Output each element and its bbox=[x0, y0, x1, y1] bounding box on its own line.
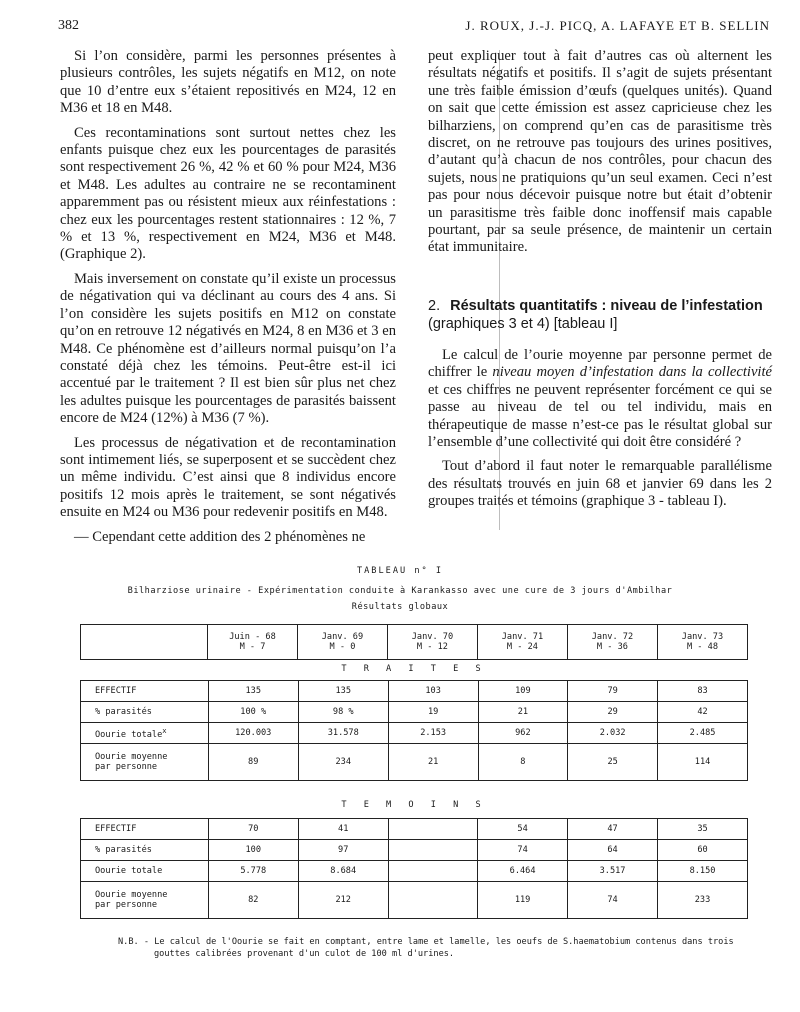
table-cell: 98 % bbox=[298, 702, 388, 723]
footnote-line: N.B. - Le calcul de l'Oourie se fait en comptant, entre lame et lamelle, les oeufs de S.haematobium contenus dans trois bbox=[118, 937, 734, 947]
table-cell bbox=[388, 819, 477, 840]
row-label: Oourie totale bbox=[81, 861, 209, 882]
table-footnote bbox=[118, 936, 768, 960]
table-cell: 103 bbox=[388, 681, 478, 702]
table-cell: 234 bbox=[298, 744, 388, 781]
table-cell: 83 bbox=[658, 681, 748, 702]
table-cell: 31.578 bbox=[298, 723, 388, 744]
table-cell: 233 bbox=[658, 882, 748, 919]
table-cell: 2.485 bbox=[658, 723, 748, 744]
table-row bbox=[81, 723, 748, 744]
table-cell: 114 bbox=[658, 744, 748, 781]
table-cell bbox=[388, 840, 477, 861]
table-cell: 8.150 bbox=[658, 861, 748, 882]
table-title: TABLEAU n° I bbox=[356, 566, 444, 576]
table-row bbox=[81, 882, 748, 919]
table-cell: 89 bbox=[208, 744, 298, 781]
running-header-authors: J. ROUX, J.-J. PICQ, A. LAFAYE ET B. SELLIN bbox=[465, 18, 770, 33]
paragraph: Ces recontaminations sont surtout nettes chez les enfants puisque chez eux les pourcentages de parasités sont respectivement 26 %, 42 % et 60 % pour M24, M36 et M48. Les adultes au contraire ne se recontaminent apparemment pas ou résistent mieux aux réinfestations : chez eux les pourcentages restent stationnaires : 12 %, 7 % et 13 %, respectivement en M24, M36 et M48. (Graphique 2). bbox=[60, 124, 396, 263]
paragraph: Mais inversement on constate qu’il existe un processus de négativation qui va déclinant au cours des 4 ans. Si l’on considère les sujets positifs en M12 on constate qu’on en retrouve 12 négativés en M24, 8 en M36 et 3 en M48. Ce phénomène est d’ailleurs normal puisqu’on l’a constaté déjà chez les témoins. Peut-être est-il ici accentué par le traitement ? Il est bien sûr plus net chez les adultes puisque les pourcentages de parasités baissent encore de M24 (12%) à M36 (7 %). bbox=[60, 270, 396, 427]
paragraph bbox=[428, 347, 772, 451]
section-number: 2. bbox=[428, 297, 441, 314]
row-label: EFFECTIF bbox=[81, 681, 209, 702]
group-label-traites: T R A I T E S bbox=[341, 664, 487, 674]
table-cell: 29 bbox=[568, 702, 658, 723]
table-cell: 35 bbox=[658, 819, 748, 840]
table-cell: 74 bbox=[568, 882, 658, 919]
column-header: Janv. 72 M - 36 bbox=[567, 625, 657, 660]
table-cell: 21 bbox=[388, 744, 478, 781]
table-cell: 212 bbox=[298, 882, 388, 919]
table-cell: 54 bbox=[478, 819, 568, 840]
row-label: Oourie moyenne par personne bbox=[81, 882, 209, 919]
table-cell: 135 bbox=[208, 681, 298, 702]
paragraph: — Cependant cette addition des 2 phénomènes ne bbox=[74, 528, 366, 545]
table-subtitle-2: Résultats globaux bbox=[351, 602, 449, 612]
table-cell: 8.684 bbox=[298, 861, 388, 882]
table-row bbox=[81, 819, 748, 840]
table-cell: 60 bbox=[658, 840, 748, 861]
column-header: Janv. 70 M - 12 bbox=[387, 625, 477, 660]
table-cell: 109 bbox=[478, 681, 568, 702]
table-cell: 47 bbox=[568, 819, 658, 840]
row-label: % parasités bbox=[81, 702, 209, 723]
column-header: Janv. 73 M - 48 bbox=[657, 625, 747, 660]
row-label: EFFECTIF bbox=[81, 819, 209, 840]
table-cell: 79 bbox=[568, 681, 658, 702]
table-cell: 8 bbox=[478, 744, 568, 781]
row-label: Oourie totale$^x$ bbox=[81, 723, 209, 744]
group-label-temoins: T E M O I N S bbox=[341, 800, 487, 810]
table-row bbox=[81, 744, 748, 781]
table-cell: 3.517 bbox=[568, 861, 658, 882]
table-cell: 82 bbox=[208, 882, 298, 919]
paragraph: Si l’on considère, parmi les personnes présentes à plusieurs contrôles, les sujets négatifs en M12, on note que 10 d’entre eux s’étaient repositivés en M24, 12 en M36 et 18 en M48. bbox=[60, 48, 396, 117]
table-cell: 962 bbox=[478, 723, 568, 744]
paragraph: Tout d’abord il faut noter le remarquable parallélisme des résultats trouvés en juin 68 et janvier 69 dans les 2 groupes traités et témoins (graphique 3 - tableau I). bbox=[428, 458, 772, 510]
section-heading bbox=[428, 297, 772, 333]
row-label: % parasités bbox=[81, 840, 209, 861]
table-cell: 100 % bbox=[208, 702, 298, 723]
table-cell: 97 bbox=[298, 840, 388, 861]
table-traites bbox=[80, 680, 748, 781]
right-column bbox=[428, 48, 772, 518]
table-row bbox=[81, 702, 748, 723]
table-cell: 19 bbox=[388, 702, 478, 723]
table-cell: 6.464 bbox=[478, 861, 568, 882]
paragraph: peut expliquer tout à fait d’autres cas où alternent les résultats négatifs et positifs. Il s’agit de sujets présentant une très faible émission d’œufs (quelques unités). Quand on sait que cette émission est assez capricieuse chez les bilharziens, on comprend qu’en cas de parasitisme très discret, on ne retrouve pas toujours des urines positives, d’autant qu’à chacun de nos contrôles, pour chacun des sujets, nous ne pratiquions qu’un seul examen. Ceci n’est pas pour nous décevoir puisque notre but était d’obtenir un parasitisme très faible donc inoffensif mais capable pourtant, par sa seule présence, de maintenir un certain état immunitaire. bbox=[428, 48, 772, 256]
table-cell bbox=[388, 882, 477, 919]
table-cell: 41 bbox=[298, 819, 388, 840]
table-cell: 2.032 bbox=[568, 723, 658, 744]
paragraph: Les processus de négativation et de recontamination sont intimement liés, se superposent et se succèdent chez un même individu. C’est ainsi que 8 individus encore positifs 12 mois après le traitement, se sont négativés ensuite en M24 ou M36 pour redevenir positifs en M48. bbox=[60, 434, 396, 521]
column-header: Janv. 69 M - 0 bbox=[297, 625, 387, 660]
footnote-mark: x bbox=[162, 726, 167, 736]
table-cell: 100 bbox=[208, 840, 298, 861]
row-label: Oourie moyenne par personne bbox=[81, 744, 209, 781]
table-cell: 74 bbox=[478, 840, 568, 861]
footnote-line: gouttes calibrées provenant d'un culot de 100 ml d'urines. bbox=[154, 949, 455, 959]
header-corner-cell bbox=[81, 625, 208, 660]
text-run: et ces chiffres ne peuvent représenter forcément ce qui se passe au niveau de tel ou tel individu, mais en thérapeutique de masse n’est-ce pas le résultat global sur l’ensemble d’une collectivité qui doit être considéré ? bbox=[428, 381, 772, 450]
table-cell: 21 bbox=[478, 702, 568, 723]
section-title-bold: Résultats quantitatifs : niveau de l’infestation bbox=[450, 297, 763, 314]
table-cell: 70 bbox=[208, 819, 298, 840]
table-cell: 120.003 bbox=[208, 723, 298, 744]
left-column bbox=[60, 48, 396, 553]
table-row bbox=[81, 861, 748, 882]
column-header: Juin - 68 M - 7 bbox=[208, 625, 298, 660]
table-cell bbox=[388, 861, 477, 882]
emphasis: niveau moyen d’infestation dans la collectivité bbox=[492, 364, 773, 381]
table-cell: 64 bbox=[568, 840, 658, 861]
table-cell: 119 bbox=[478, 882, 568, 919]
column-header: Janv. 71 M - 24 bbox=[477, 625, 567, 660]
table-cell: 5.778 bbox=[208, 861, 298, 882]
table-cell: 2.153 bbox=[388, 723, 478, 744]
table-cell: 25 bbox=[568, 744, 658, 781]
table-temoins bbox=[80, 818, 748, 919]
page-number: 382 bbox=[58, 18, 79, 33]
table-subtitle: Bilharziose urinaire - Expérimentation conduite à Karankasso avec une cure de 3 jours d'Ambilhar bbox=[127, 586, 673, 596]
section-title-rest: (graphiques 3 et 4) [tableau I] bbox=[428, 315, 618, 332]
table-cell: 42 bbox=[658, 702, 748, 723]
table-header bbox=[80, 624, 748, 660]
table-cell: 135 bbox=[298, 681, 388, 702]
table-row bbox=[81, 840, 748, 861]
table-row bbox=[81, 681, 748, 702]
text-run: Le calcul de l’ourie moyenne par personne permet de chiffrer le bbox=[428, 346, 772, 381]
